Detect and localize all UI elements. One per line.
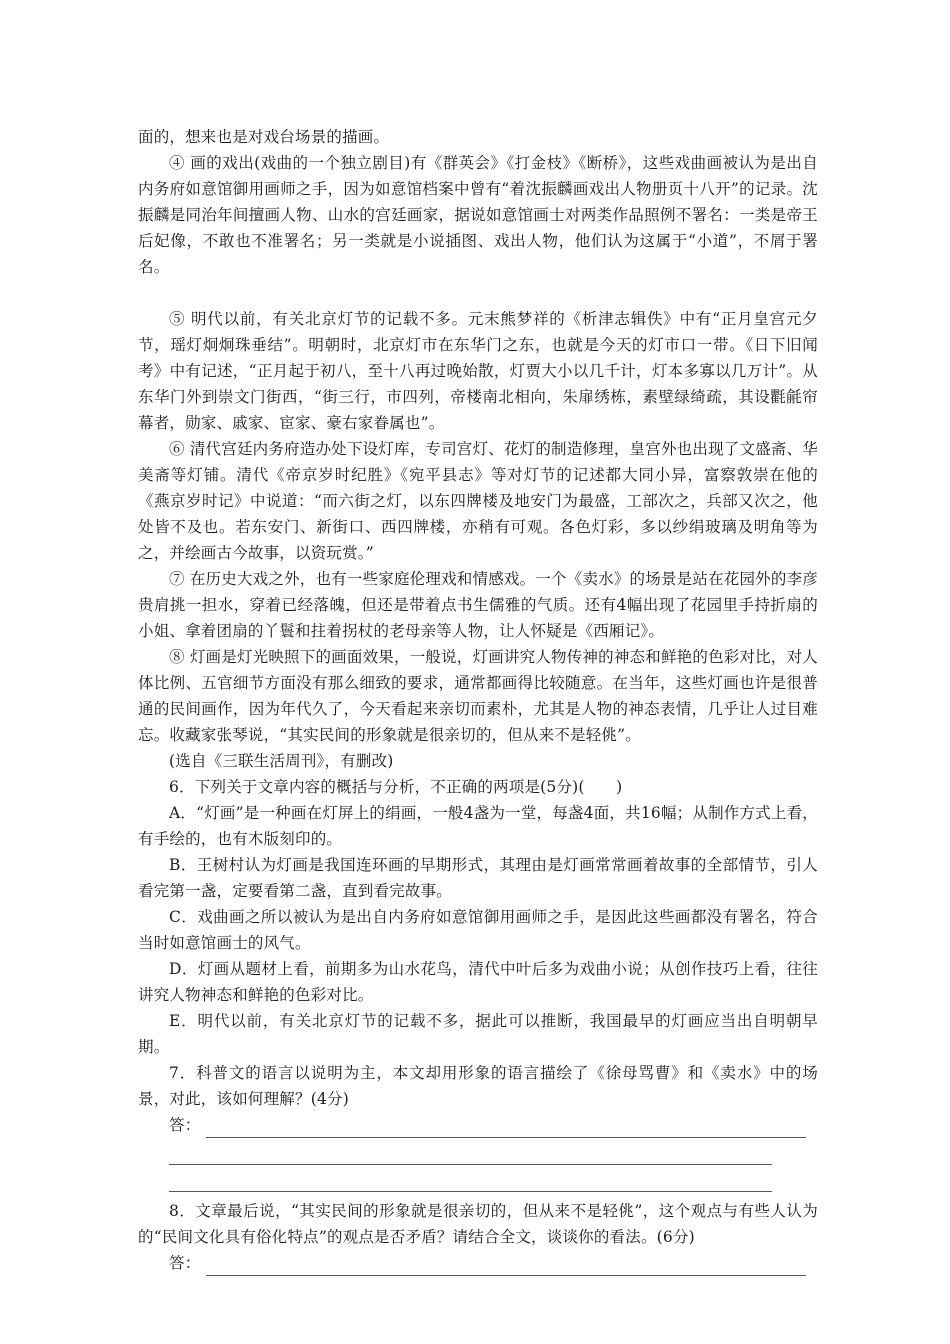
answer-line[interactable] (169, 1173, 772, 1192)
question-6: 6．下列关于文章内容的概括与分析，不正确的两项是(5分)( ) (169, 778, 623, 796)
paragraph-5: ⑤ 明代以前，有关北京灯节的记载不多。元末熊梦祥的《析津志辑佚》中有“正月皇宫元夕节，瑶灯炯炯珠垂结”。明朝时，北京灯市在东华门之东，也就是今天的灯市口一带。《日下旧闻考》中有记述，“正月起于初八，至十八再过晚始散，灯贾大小以几千计，灯本多寡以几万计”。从东华门外到崇文门街西，“街三行，市四列，帝楼南北相向，朱扉绣栋，素壁绿绮疏，其设氍毹帘幕者，勋家、戚家、宦家、豪右家眷属也”。 (138, 310, 818, 432)
option-c: C．戏曲画之所以被认为是出自内务府如意馆御用画师之手，是因此这些画都没有署名，符合当时如意馆画士的风气。 (138, 908, 818, 952)
option-b: B．王树村认为灯画是我国连环画的早期形式，其理由是灯画常常画着故事的全部情节，引人看完第一盏，定要看第二盏，直到看完故事。 (138, 856, 818, 900)
option-a: A．“灯画”是一种画在灯屏上的绢画，一般4盏为一堂，每盏4面，共16幅；从制作方式上看，有手绘的，也有木版刻印的。 (138, 804, 818, 848)
paragraph-8: ⑧ 灯画是灯光映照下的画面效果，一般说，灯画讲究人物传神的神态和鲜艳的色彩对比，对人体比例、五官细节方面没有那么细致的要求，通常都画得比较随意。在当年，这些灯画也许是很普通的民间画作，因为年代久了，今天看起来亲切而素朴，尤其是人物的神态表情，几乎让人过目难忘。收藏家张琴说，“其实民间的形象就是很亲切的，但从来不是轻佻”。 (138, 648, 818, 744)
answer-line[interactable] (206, 1257, 806, 1276)
paragraph-continued: 面的，想来也是对戏台场景的描画。 (138, 128, 390, 146)
answer-line[interactable] (169, 1146, 772, 1165)
answer-label: 答： (169, 1116, 201, 1134)
paragraph-4: ④ 画的戏出(戏曲的一个独立剧目)有《群英会》《打金枝》《断桥》，这些戏曲画被认为是出自内务府如意馆御用画师之手，因为如意馆档案中曾有“着沈振麟画戏出人物册页十八开”的记录。沈振麟是同治年间擅画人物、山水的宫廷画家，据说如意馆画士对两类作品照例不署名：一类是帝王后妃像，不敢也不准署名；另一类就是小说插图、戏出人物，他们认为这属于“小道”，不屑于署名。 (138, 154, 818, 276)
question-8: 8．文章最后说，“其实民间的形象就是很亲切的，但从来不是轻佻”，这个观点与有些人认为的“民间文化具有俗化特点”的观点是否矛盾？请结合全文，谈谈你的看法。(6分) (138, 1202, 818, 1246)
answer-line[interactable] (206, 1119, 806, 1138)
option-e: E．明代以前，有关北京灯节的记载不多，据此可以推断，我国最早的灯画应当出自明朝早期。 (138, 1012, 818, 1056)
answer-row-q8 (138, 1250, 818, 1276)
option-d: D．灯画从题材上看，前期多为山水花鸟，清代中叶后多为戏曲小说；从创作技巧上看，往往讲究人物神态和鲜艳的色彩对比。 (138, 960, 818, 1004)
answer-label: 答： (169, 1254, 201, 1272)
document-page (138, 124, 818, 1276)
source-note: (选自《三联生活周刊》，有删改) (169, 752, 394, 770)
paragraph-gap (138, 280, 818, 306)
paragraph-6: ⑥ 清代宫廷内务府造办处下设灯库，专司宫灯、花灯的制造修理，皇宫外也出现了文盛斋、华美斋等灯铺。清代《帝京岁时纪胜》《宛平县志》等对灯节的记述都大同小异，富察敦崇在他的《燕京岁时记》中说道：“而六街之灯，以东四牌楼及地安门为最盛，工部次之，兵部又次之，他处皆不及也。若东安门、新街口、西四牌楼，亦稍有可观。各色灯彩，多以纱绢玻璃及明角等为之，并绘画古今故事，以资玩赏。” (138, 440, 818, 562)
answer-row-q7 (138, 1112, 818, 1138)
paragraph-7: ⑦ 在历史大戏之外，也有一些家庭伦理戏和情感戏。一个《卖水》的场景是站在花园外的李彦贵肩挑一担水，穿着已经落魄，但还是带着点书生儒雅的气质。还有4幅出现了花园里手持折扇的小姐、拿着团扇的丫鬟和拄着拐杖的老母亲等人物，让人怀疑是《西厢记》。 (138, 570, 818, 640)
question-7: 7．科普文的语言以说明为主，本文却用形象的语言描绘了《徐母骂曹》和《卖水》中的场景，对此，该如何理解？(4分) (138, 1064, 818, 1108)
